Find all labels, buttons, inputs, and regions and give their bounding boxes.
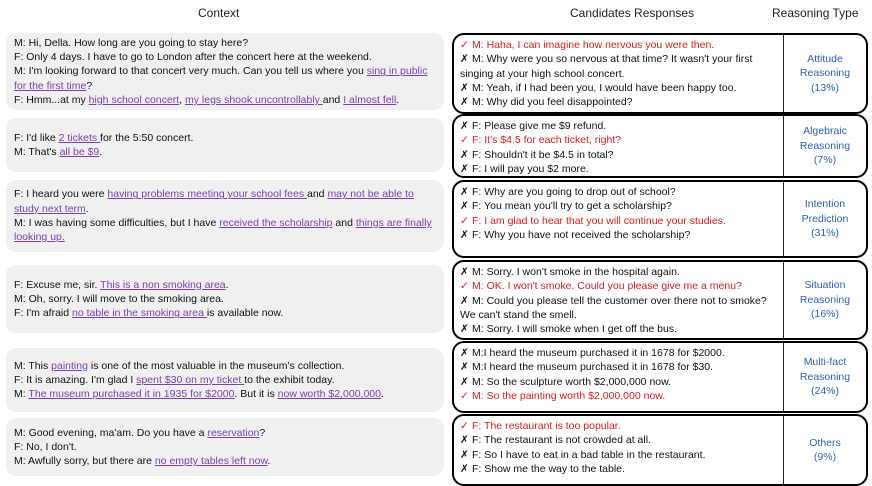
cross-icon: ✗ [460,96,469,109]
reasoning-type-label: Reasoning [799,139,851,152]
cross-icon: ✗ [460,81,469,94]
reasoning-type-label: (24%) [810,385,839,398]
reasoning-type-label: Intention [804,198,846,211]
check-icon: ✓ [460,39,469,51]
candidate-list [454,35,784,112]
check-icon: ✓ [460,214,469,227]
dialogue-text: F: Hmm...at my [14,93,89,106]
correct-candidate [460,279,777,293]
reasoning-type [784,343,866,411]
candidate-text: F: Please give me $9 refund. [472,120,607,132]
candidate-responses-box [452,341,868,413]
dialogue-line [14,278,436,292]
reasoning-type [784,182,866,256]
dialogue-text: ? [259,426,266,439]
context-box [6,418,444,476]
reasoning-type-label: Multi-fact [803,356,847,369]
cross-icon: ✗ [460,186,469,198]
dialogue-text: M: Awfully sorry, but there are [14,455,155,468]
candidate-text: M: So the painting worth $2,000,000 now. [472,389,666,402]
wrong-candidate [460,433,777,447]
dialogue-line [14,387,436,401]
candidate-text: F: Why you have not received the scholarship? [472,228,691,241]
candidate-text: M: Sorry. I won't smoke in the hospital again. [472,266,680,278]
dialogue-text: . [225,278,229,291]
cross-icon: ✗ [460,462,469,475]
cross-icon: ✗ [460,53,469,66]
candidate-list [454,182,784,256]
candidate-text: M: Yeah, if I had been you, I would have been happy too. [472,81,737,94]
highlighted-phrase: may not be able to study next term [14,188,414,215]
dialogue-text: and [332,217,356,229]
dialogue-line [14,187,436,216]
highlighted-phrase: things are finally looking up. [14,217,432,244]
candidate-list [454,262,784,338]
highlighted-phrase: no table in the smoking area [72,307,207,320]
dialogue-text: M: Hi, Della. How long are you going to stay here? [14,36,249,49]
dialogue-text: F: No, I don't. [14,440,77,453]
check-icon: ✓ [460,134,469,147]
highlighted-phrase: The museum purchased it in 1935 for $2000 [28,388,235,401]
dialogue-text: . [380,388,384,401]
context-box [6,33,444,110]
reasoning-type-label: (31%) [810,227,839,240]
reasoning-type-header: Reasoning Type [772,6,859,20]
reasoning-type-label: (16%) [810,308,839,321]
candidate-text: F: So I have to eat in a bad table in the restaurant. [472,448,706,461]
cross-icon: ✗ [460,347,469,359]
cross-icon: ✗ [460,294,469,307]
candidate-list [454,116,784,176]
wrong-candidate [460,265,777,279]
wrong-candidate [460,346,777,360]
dialogue-text: is one of the most valuable in the museum's collection. [87,359,345,372]
dialogue-text: . [85,202,89,215]
dialogue-line [14,145,436,159]
context-header: Context [198,6,240,20]
dialogue-line [14,426,436,440]
candidate-responses-box [452,180,868,258]
highlighted-phrase: spent $30 on my ticket [136,373,245,386]
dialogue-text: M: Good evening, ma'am. Do you have a [14,426,208,439]
wrong-candidate [460,322,777,336]
dialogue-line [14,36,436,50]
wrong-candidate [460,162,777,176]
reasoning-type-label: (13%) [810,81,839,94]
wrong-candidate [460,148,777,162]
cross-icon: ✗ [460,228,469,241]
dialogue-text: F: I'd like [14,131,59,144]
candidate-responses-box [452,414,868,486]
dialogue-line [14,216,436,245]
highlighted-phrase: I almost fell [343,93,397,106]
wrong-candidate [460,199,777,213]
candidate-text: M: OK. I won't smoke. Could you please give me a menu? [472,280,742,293]
highlighted-phrase: now worth $2,000,000 [277,388,381,401]
context-box [6,118,444,172]
dialogue-text: M: I was having some difficulties, but I have [14,217,220,229]
responses-header: Candidates Responses [570,6,695,20]
check-icon: ✓ [460,389,469,402]
dialogue-text: F: Only 4 days. I have to go to London after the concert here at the weekend. [14,51,372,64]
dialogue-text: F: It is amazing. I'm glad I [14,373,137,386]
dialogue-text: M: That's [14,146,60,158]
cross-icon: ✗ [460,323,469,336]
candidate-text: F: I will pay you $2 more. [472,162,589,175]
wrong-candidate [460,228,777,242]
candidate-text: M: Why were you so nervous at that time? It wasn't your first singing at your high school concert. [460,53,753,80]
reasoning-type [784,262,866,338]
candidate-text: M: Could you please tell the customer over there not to smoke? We can't stand the smell. [460,294,767,321]
wrong-candidate [460,360,777,374]
wrong-candidate [460,375,777,389]
context-box [6,180,444,252]
dialogue-text: to the exhibit today. [244,373,335,386]
wrong-candidate [460,52,777,81]
candidate-text: F: Why are you going to drop out of school? [472,186,676,198]
candidate-text: F: The restaurant is too popular. [472,420,621,432]
check-icon: ✓ [460,420,469,432]
dialogue-line [14,359,436,373]
dialogue-text: . [99,146,103,158]
dialogue-text: F: I'm afraid [14,307,73,320]
dialogue-text: . [267,455,271,468]
cross-icon: ✗ [460,162,469,175]
cross-icon: ✗ [460,200,469,213]
highlighted-phrase: no empty tables left now [154,455,268,468]
candidate-text: F: It's $4.5 for each ticket, right? [472,134,622,147]
wrong-candidate [460,185,777,199]
wrong-candidate [460,81,777,95]
dialogue-text: M: This [14,359,52,372]
reasoning-type-label: (7%) [813,154,837,167]
dialogue-text: . But it is [234,388,278,401]
candidate-list [454,343,784,411]
correct-candidate [460,38,777,52]
reasoning-type [784,416,866,484]
highlighted-phrase: all be $9 [59,146,100,158]
highlighted-phrase: high school concert [88,93,180,106]
dialogue-line [14,373,436,387]
correct-candidate [460,389,777,403]
cross-icon: ✗ [460,361,469,374]
reasoning-type [784,116,866,176]
candidate-text: F: Shouldn't it be $4.5 in total? [472,148,614,161]
highlighted-phrase: my legs shook uncontrollably [185,93,323,106]
highlighted-phrase: 2 tickets [58,131,101,144]
dialogue-text: , [179,93,185,106]
dialogue-text: M: I'm looking forward to that concert very much. Can you tell us where you [14,65,367,78]
reasoning-type-label: Reasoning [799,67,851,80]
dialogue-line [14,131,436,145]
candidate-text: M:I heard the museum purchased it in 1678 for $2000. [472,347,725,359]
candidate-list [454,416,784,484]
wrong-candidate [460,119,777,133]
reasoning-type-label: Others [809,436,841,449]
reasoning-type-label: (9%) [813,451,837,463]
cross-icon: ✗ [460,148,469,161]
candidate-text: F: I am glad to hear that you will continue your studies. [472,214,726,227]
reasoning-type-label: Algebraic [803,125,847,138]
dialogue-text: F: Excuse me, sir. [14,278,101,291]
cross-icon: ✗ [460,434,469,447]
candidate-text: M: Why did you feel disappointed? [472,96,633,109]
dialogue-text: ? [86,79,93,92]
dialogue-text: . [396,93,400,106]
cross-icon: ✗ [460,120,469,132]
candidate-text: F: The restaurant is not crowded at all. [472,434,651,447]
cross-icon: ✗ [460,266,469,278]
dialogue-text: for the 5:50 concert. [100,131,194,144]
candidate-text: M: Sorry. I will smoke when I get off the bus. [472,323,678,336]
candidate-responses-box [452,260,868,340]
dialogue-line [14,306,436,320]
candidate-responses-box [452,114,868,178]
dialogue-line [14,440,436,454]
dialogue-line [14,454,436,468]
highlighted-phrase: sing in public for the first time [14,65,428,92]
reasoning-type [784,35,866,112]
highlighted-phrase: received the scholarship [219,217,333,229]
candidate-text: F: You mean you'll try to get a scholarship? [472,200,672,213]
dialogue-text: F: I heard you were [14,188,108,201]
context-box [6,348,444,412]
reasoning-type-label: Attitude [807,52,843,65]
reasoning-type-label: Situation [804,279,846,292]
context-box [6,265,444,333]
check-icon: ✓ [460,280,469,293]
candidate-text: M: So the sculpture worth $2,000,000 now. [472,375,672,388]
correct-candidate [460,419,777,433]
dialogue-line [14,50,436,64]
dialogue-line [14,64,436,93]
dialogue-text: and [322,93,344,106]
wrong-candidate [460,462,777,476]
highlighted-phrase: This is a non smoking area [100,278,226,291]
reasoning-type-label: Reasoning [799,370,851,383]
dialogue-text: M: [14,388,29,401]
highlighted-phrase: having problems meeting your school fees [107,188,307,201]
dialogue-text: and [307,188,328,201]
wrong-candidate [460,294,777,323]
highlighted-phrase: painting [51,359,88,372]
correct-candidate [460,133,777,147]
cross-icon: ✗ [460,375,469,388]
candidate-responses-box [452,33,868,114]
candidate-text: M:I heard the museum purchased it in 1678 for $30. [472,361,714,374]
wrong-candidate [460,448,777,462]
reasoning-type-label: Reasoning [799,293,851,306]
correct-candidate [460,214,777,228]
candidate-text: F: Show me the way to the table. [472,462,625,475]
highlighted-phrase: reservation [207,426,260,439]
dialogue-line [14,292,436,306]
cross-icon: ✗ [460,448,469,461]
reasoning-type-label: Prediction [801,212,849,225]
candidate-text: M: Haha, I can imagine how nervous you were then. [472,39,715,51]
dialogue-text: M: Oh, sorry. I will move to the smoking area. [14,292,224,305]
dialogue-line [14,93,436,107]
wrong-candidate [460,95,777,109]
dialogue-text: is available now. [206,307,284,320]
